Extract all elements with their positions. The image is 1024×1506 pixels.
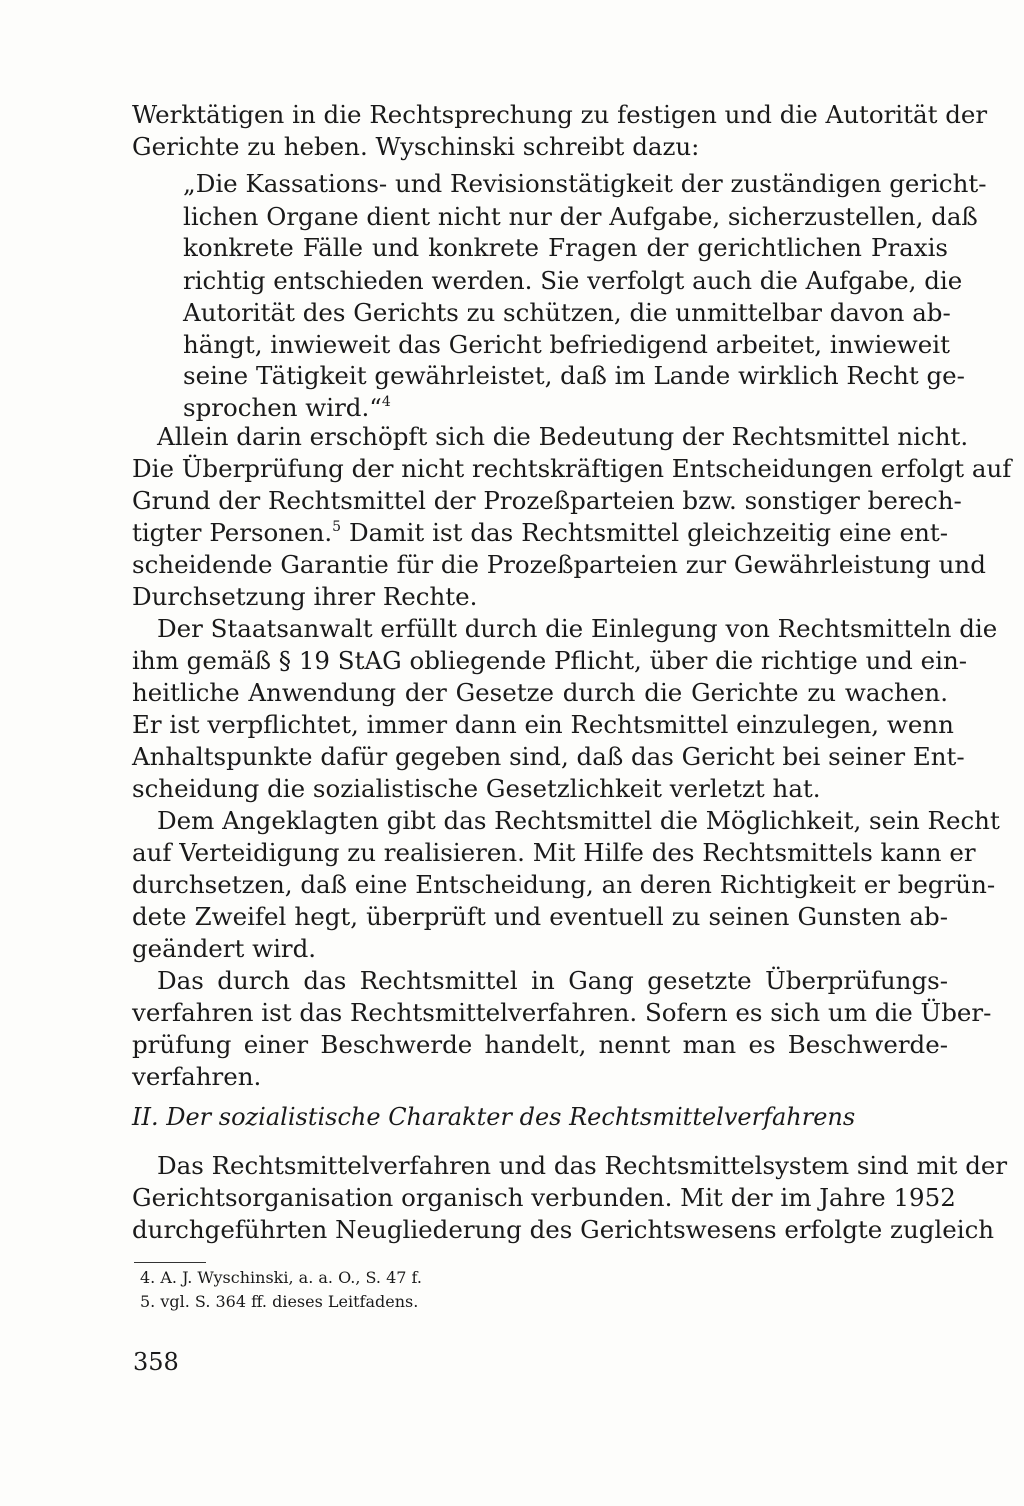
text-line: geändert wird. bbox=[132, 934, 317, 963]
text-line: Dem Angeklagten gibt das Rechtsmittel die Möglichkeit, sein Recht bbox=[157, 806, 1000, 835]
text-segment: Damit ist das Rechtsmittel gleichzeitig eine ent- bbox=[341, 518, 948, 547]
text-line: Das durch das Rechtsmittel in Gang gesetzte Überprüfungs- bbox=[157, 966, 948, 995]
text-line: verfahren ist das Rechtsmittelverfahren. Sofern es sich um die Über- bbox=[132, 998, 992, 1027]
text-line: Grund der Rechtsmittel der Prozeßparteien bzw. sonstiger berech- bbox=[132, 486, 962, 515]
text-line: Er ist verpflichtet, immer dann ein Rechtsmittel einzulegen, wenn bbox=[132, 710, 954, 739]
quote-line: richtig entschieden werden. Sie verfolgt auch die Aufgabe, die bbox=[183, 266, 963, 295]
text-line: durchgeführten Neugliederung des Gerichtswesens erfolgte zugleich bbox=[132, 1215, 995, 1244]
text-line: Gerichte zu heben. Wyschinski schreibt dazu: bbox=[132, 132, 700, 161]
page-number: 358 bbox=[133, 1348, 179, 1376]
text-line: auf Verteidigung zu realisieren. Mit Hilfe des Rechtsmittels kann er bbox=[132, 838, 976, 867]
text-line: prüfung einer Beschwerde handelt, nennt man es Beschwerde- bbox=[132, 1030, 948, 1059]
text-line: Anhaltspunkte dafür gegeben sind, daß das Gericht bei seiner Ent- bbox=[132, 742, 965, 771]
quote-line: „Die Kassations- und Revisionstätigkeit der zuständigen gericht- bbox=[183, 169, 987, 198]
text-segment: tigter Personen. bbox=[132, 518, 333, 547]
text-line: durchsetzen, daß eine Entscheidung, an deren Richtigkeit er begrün- bbox=[132, 870, 996, 899]
text-line: Allein darin erschöpft sich die Bedeutung der Rechtsmittel nicht. bbox=[157, 422, 969, 451]
text-line: verfahren. bbox=[132, 1062, 262, 1091]
section-heading: II. Der sozialistische Charakter des Rechtsmittelverfahrens bbox=[132, 1103, 856, 1131]
footnote: 5. vgl. S. 364 ff. dieses Leitfadens. bbox=[140, 1292, 419, 1311]
quote-line bbox=[183, 392, 948, 424]
text-line: heitliche Anwendung der Gesetze durch die Gerichte zu wachen. bbox=[132, 678, 948, 707]
quote-line: Autorität des Gerichts zu schützen, die unmittelbar davon ab- bbox=[183, 298, 951, 327]
text-line: dete Zweifel hegt, überprüft und eventuell zu seinen Gunsten ab- bbox=[132, 902, 948, 931]
text-line: ihm gemäß § 19 StAG obliegende Pflicht, über die richtige und ein- bbox=[132, 646, 967, 675]
text-line: scheidende Garantie für die Prozeßparteien zur Gewährleistung und bbox=[132, 550, 986, 579]
quote-line: hängt, inwieweit das Gericht befriedigend arbeitet, inwieweit bbox=[183, 330, 950, 359]
quote-line: konkrete Fälle und konkrete Fragen der gerichtlichen Praxis bbox=[183, 233, 948, 262]
quote-line: seine Tätigkeit gewährleistet, daß im Lande wirklich Recht ge- bbox=[183, 361, 965, 390]
quote-line: lichen Organe dient nicht nur der Aufgabe, sicherzustellen, daß bbox=[183, 202, 978, 231]
quote-end-text: sprochen wird.“ bbox=[183, 393, 382, 422]
footnote-divider bbox=[134, 1262, 206, 1263]
text-line: Der Staatsanwalt erfüllt durch die Einlegung von Rechtsmitteln die bbox=[157, 614, 998, 643]
text-line: Das Rechtsmittelverfahren und das Rechtsmittelsystem sind mit der bbox=[157, 1151, 1008, 1180]
text-line: Gerichtsorganisation organisch verbunden. Mit der im Jahre 1952 bbox=[132, 1183, 956, 1212]
text-line bbox=[132, 517, 948, 549]
text-line: Die Überprüfung der nicht rechtskräftigen Entscheidungen erfolgt auf bbox=[132, 454, 1012, 483]
text-line: scheidung die sozialistische Gesetzlichkeit verletzt hat. bbox=[132, 774, 821, 803]
text-line: Durchsetzung ihrer Rechte. bbox=[132, 582, 478, 611]
footnote: 4. A. J. Wyschinski, a. a. O., S. 47 f. bbox=[140, 1268, 422, 1287]
footnote-ref: 5 bbox=[332, 519, 342, 535]
footnote-ref: 4 bbox=[381, 394, 391, 410]
text-line: Werktätigen in die Rechtsprechung zu festigen und die Autorität der bbox=[132, 100, 988, 129]
